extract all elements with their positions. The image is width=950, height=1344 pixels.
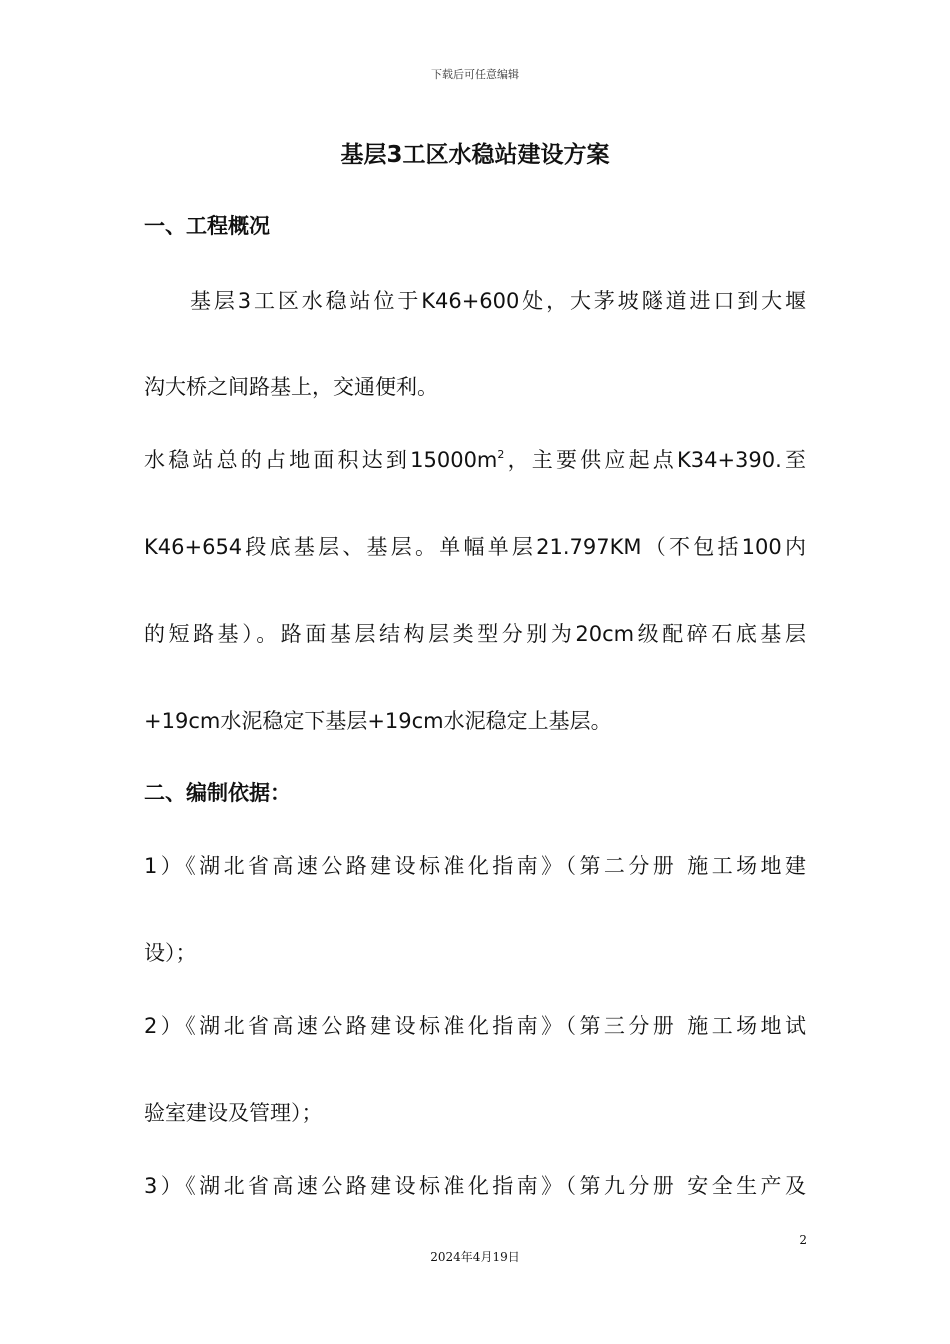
paragraph-line: +19cm水泥稳定下基层+19cm水泥稳定上基层。 [144,709,612,733]
list-item-line: 1）《湖北省高速公路建设标准化指南》（第二分册 施工场地建 [144,854,806,878]
section-heading-overview: 一、工程概况 [144,214,270,238]
list-item-line: 设）； [144,941,197,965]
paragraph-line [144,444,806,474]
list-item-line: 3）《湖北省高速公路建设标准化指南》（第九分册 安全生产及 [144,1174,806,1198]
paragraph-text: 水稳站总的占地面积达到15000m [144,448,498,472]
paragraph-line: 的短路基）。路面基层结构层类型分别为20cm级配碎石底基层 [144,622,806,646]
list-item-line: 2）《湖北省高速公路建设标准化指南》（第三分册 施工场地试 [144,1014,806,1038]
paragraph-text: ，主要供应起点K34+390.至 [504,448,806,472]
paragraph-line: 沟大桥之间路基上，交通便利。 [144,375,438,399]
section-heading-basis: 二、编制依据： [144,781,291,805]
page-footer-date: 2024年4月19日 [430,1250,520,1264]
list-item-line: 验室建设及管理）； [144,1101,323,1125]
paragraph-line: K46+654段底基层、基层。单幅单层21.797KM（不包括100内 [144,535,806,559]
page-number: 2 [799,1233,807,1247]
paragraph-line: 基层3工区水稳站位于K46+600处，大茅坡隧道进口到大堰 [190,289,806,313]
page-header: 下载后可任意编辑 [431,68,519,81]
superscript: 2 [497,448,505,461]
document-title: 基层3工区水稳站建设方案 [340,142,610,168]
